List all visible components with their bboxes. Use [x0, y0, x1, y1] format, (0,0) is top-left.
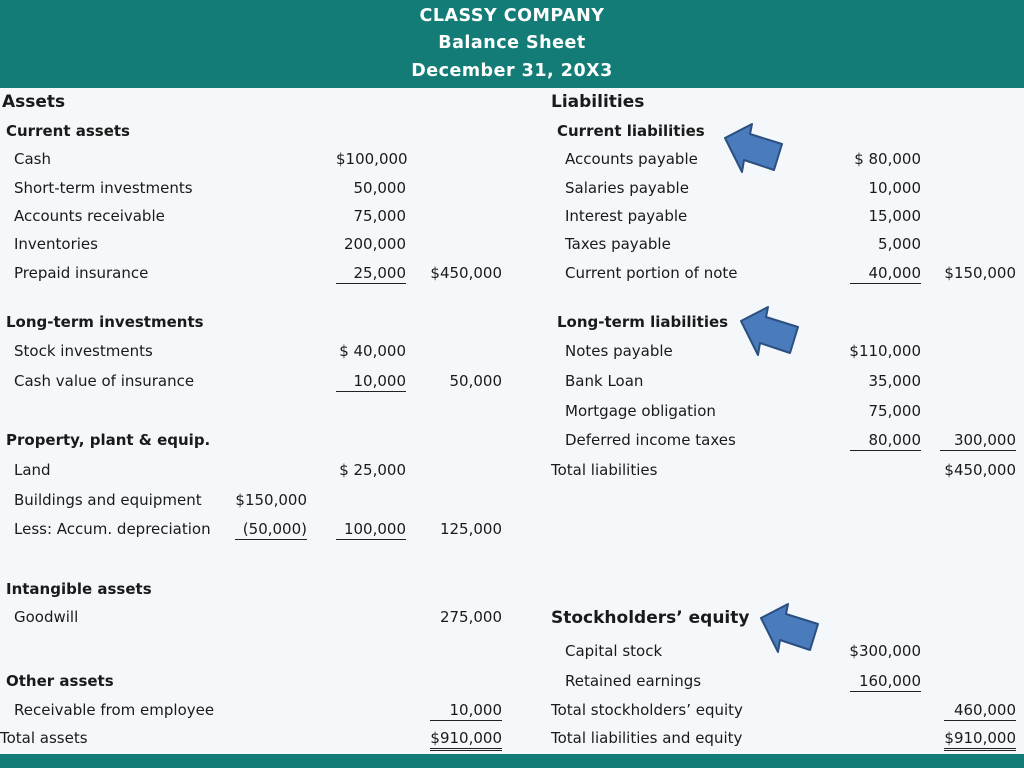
liability-label-deferred-taxes: Deferred income taxes: [565, 431, 736, 449]
asset-amount-cash: $100,000: [336, 150, 408, 168]
liability-amount-deferred-taxes: 80,000: [850, 431, 921, 451]
liability-label-interest-payable: Interest payable: [565, 207, 688, 225]
long-term-investments-total: 50,000: [449, 372, 502, 390]
asset-label-prepaid-insurance: Prepaid insurance: [14, 264, 149, 282]
ppe-total: 125,000: [439, 520, 502, 538]
equity-amount-retained-earnings: 160,000: [850, 672, 921, 692]
liability-label-bank-loan: Bank Loan: [565, 372, 644, 390]
asset-amount-net-buildings: 100,000: [336, 520, 406, 540]
footer-band: [0, 754, 1024, 768]
asset-amount-buildings: $150,000: [235, 491, 307, 509]
liabilities-heading: Liabilities: [551, 92, 645, 112]
liability-label-salaries-payable: Salaries payable: [565, 179, 689, 197]
statement-date: December 31, 20X3: [411, 61, 613, 81]
asset-amount-goodwill: 275,000: [439, 608, 502, 626]
asset-label-receivable-employee: Receivable from employee: [14, 701, 215, 719]
long-term-liabilities-total: 300,000: [940, 431, 1016, 451]
total-equity-label: Total stockholders’ equity: [551, 701, 743, 719]
assets-heading: Assets: [2, 92, 66, 112]
asset-amount-stock-investments: $ 40,000: [339, 342, 406, 360]
liability-label-accounts-payable: Accounts payable: [565, 150, 698, 168]
asset-label-land: Land: [14, 461, 51, 479]
company-name: CLASSY COMPANY: [419, 6, 605, 26]
intangible-assets-heading: Intangible assets: [6, 580, 152, 598]
liability-amount-accounts-payable: $ 80,000: [854, 150, 921, 168]
liability-label-current-portion-note: Current portion of note: [565, 264, 738, 282]
total-equity-amount: 460,000: [944, 701, 1016, 721]
liability-amount-current-portion-note: 40,000: [850, 264, 921, 284]
ppe-heading: Property, plant & equip.: [6, 431, 211, 449]
asset-amount-prepaid-insurance: 25,000: [336, 264, 406, 284]
asset-label-accum-depreciation: Less: Accum. depreciation: [14, 520, 211, 538]
liability-amount-mortgage: 75,000: [868, 402, 921, 420]
asset-label-accounts-receivable: Accounts receivable: [14, 207, 165, 225]
asset-label-short-term-investments: Short-term investments: [14, 179, 193, 197]
long-term-liabilities-heading: Long-term liabilities: [557, 313, 729, 331]
asset-label-goodwill: Goodwill: [14, 608, 79, 626]
long-term-investments-heading: Long-term investments: [6, 313, 204, 331]
equity-label-capital-stock: Capital stock: [565, 642, 663, 660]
total-liabilities-amount: $450,000: [944, 461, 1016, 479]
asset-label-stock-investments: Stock investments: [14, 342, 153, 360]
liability-label-notes-payable: Notes payable: [565, 342, 673, 360]
total-liabilities-equity-amount: $910,000: [944, 729, 1016, 751]
asset-label-buildings: Buildings and equipment: [14, 491, 202, 509]
asset-label-inventories: Inventories: [14, 235, 98, 253]
liability-amount-interest-payable: 15,000: [868, 207, 921, 225]
asset-amount-accounts-receivable: 75,000: [353, 207, 406, 225]
asset-amount-inventories: 200,000: [343, 235, 406, 253]
liability-amount-bank-loan: 35,000: [868, 372, 921, 390]
asset-amount-cash-value-insurance: 10,000: [336, 372, 406, 392]
statement-title: Balance Sheet: [438, 33, 586, 53]
balance-sheet-header: [0, 0, 1024, 88]
current-liabilities-heading: Current liabilities: [557, 122, 705, 140]
asset-amount-receivable-employee: 10,000: [430, 701, 502, 721]
liability-label-mortgage: Mortgage obligation: [565, 402, 716, 420]
arrow-pointer-icon: [722, 120, 786, 182]
asset-label-cash: Cash: [14, 150, 51, 168]
liability-amount-notes-payable: $110,000: [849, 342, 921, 360]
total-assets-label: Total assets: [0, 729, 88, 747]
total-liabilities-label: Total liabilities: [551, 461, 658, 479]
current-assets-heading: Current assets: [6, 122, 130, 140]
arrow-pointer-icon: [758, 600, 822, 662]
current-assets-total: $450,000: [430, 264, 502, 282]
liability-amount-taxes-payable: 5,000: [878, 235, 921, 253]
liability-amount-salaries-payable: 10,000: [868, 179, 921, 197]
equity-label-retained-earnings: Retained earnings: [565, 672, 702, 690]
current-liabilities-total: $150,000: [944, 264, 1016, 282]
equity-heading: Stockholders’ equity: [551, 608, 750, 628]
other-assets-heading: Other assets: [6, 672, 114, 690]
total-assets-amount: $910,000: [430, 729, 502, 751]
asset-amount-short-term-investments: 50,000: [353, 179, 406, 197]
total-liabilities-equity-label: Total liabilities and equity: [551, 729, 743, 747]
asset-label-cash-value-insurance: Cash value of insurance: [14, 372, 195, 390]
asset-amount-land: $ 25,000: [339, 461, 406, 479]
arrow-pointer-icon: [738, 303, 802, 365]
equity-amount-capital-stock: $300,000: [849, 642, 921, 660]
liability-label-taxes-payable: Taxes payable: [565, 235, 671, 253]
asset-amount-accum-depreciation: (50,000): [235, 520, 307, 540]
